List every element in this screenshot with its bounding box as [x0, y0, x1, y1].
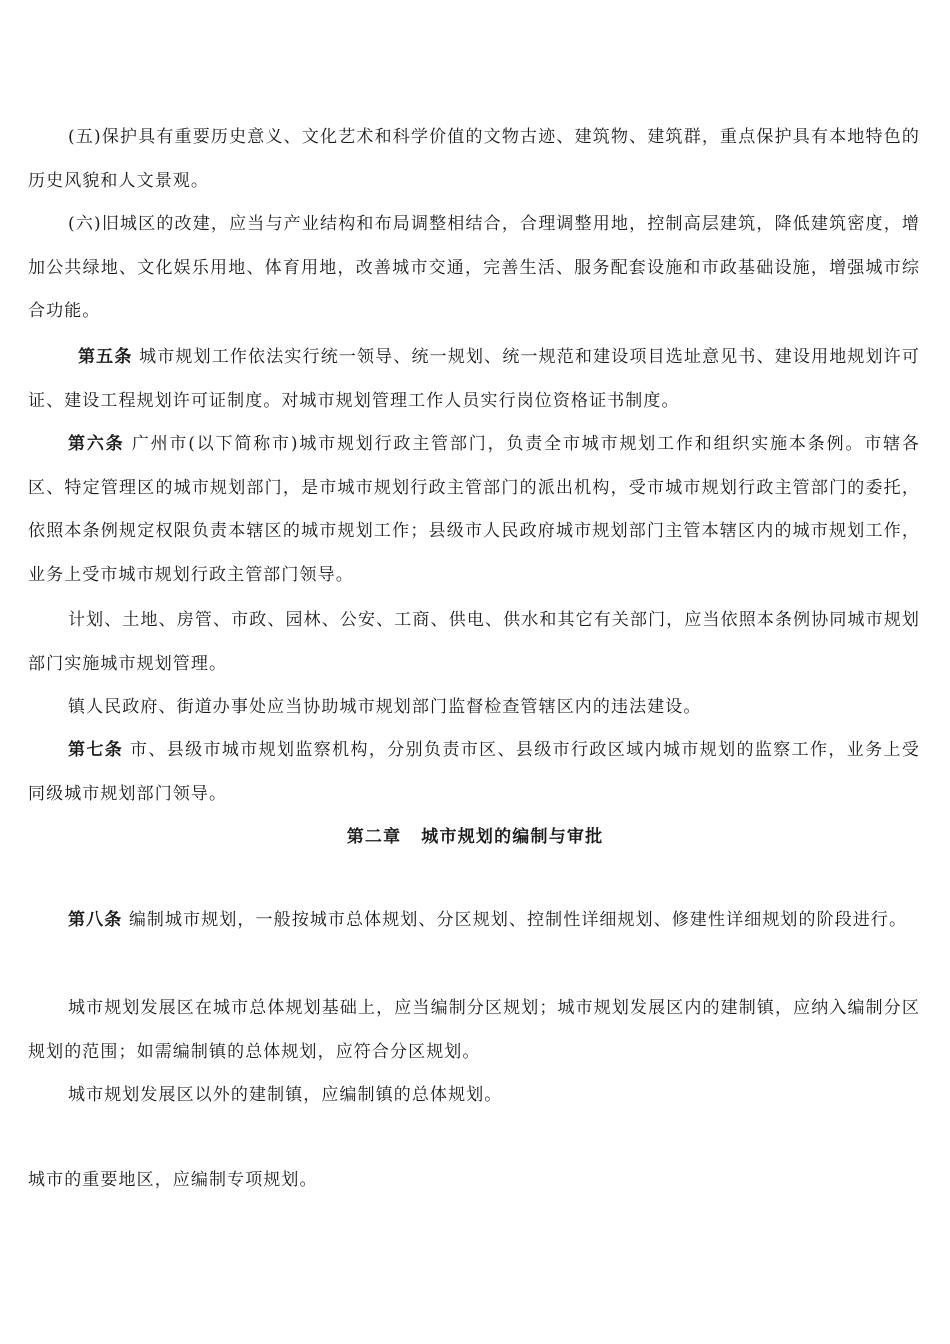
paragraph-text: 计划、土地、房管、市政、园林、公安、工商、供电、供水和其它有关部门，应当依照本条例协同城市规划部门实施城市规划管理。 [28, 610, 920, 674]
article-5 [28, 336, 920, 423]
paragraph-item-5 [28, 116, 920, 203]
article-text: 编制城市规划，一般按城市总体规划、分区规划、控制性详细规划、修建性详细规划的阶段进行。 [128, 910, 908, 930]
paragraph-town-government [28, 686, 920, 730]
chapter-title: 城市规划的编制与审批 [421, 827, 604, 847]
article-label: 第八条 [68, 910, 123, 930]
paragraph-text: (六)旧城区的改建，应当与产业结构和布局调整相结合，合理调整用地，控制高层建筑，降低建筑密度，增加公共绿地、文化娱乐用地、体育用地，改善城市交通，完善生活、服务配套设施和市政基础设施，增强城市综合功能。 [28, 214, 920, 321]
article-8 [28, 899, 920, 943]
article-label: 第七条 [68, 740, 124, 760]
article-7 [28, 729, 920, 816]
paragraph-development-area [28, 987, 920, 1074]
paragraph-text: 城市的重要地区，应编制专项规划。 [28, 1170, 318, 1190]
paragraph-text: 城市规划发展区以外的建制镇，应编制镇的总体规划。 [68, 1085, 503, 1105]
article-label: 第六条 [68, 434, 125, 454]
paragraph-text: 城市规划发展区在城市总体规划基础上，应当编制分区规划；城市规划发展区内的建制镇，应纳入编制分区规划的范围；如需编制镇的总体规划，应符合分区规划。 [28, 998, 920, 1062]
article-6 [28, 423, 920, 597]
article-text: 城市规划工作依法实行统一领导、统一规划、统一规范和建设项目选址意见书、建设用地规划许可证、建设工程规划许可证制度。对城市规划管理工作人员实行岗位资格证书制度。 [28, 347, 920, 411]
paragraph-text: 镇人民政府、街道办事处应当协助城市规划部门监督检查管辖区内的违法建设。 [68, 697, 702, 717]
paragraph-departments [28, 599, 920, 686]
article-text: 广州市(以下简称市)城市规划行政主管部门，负责全市城市规划工作和组织实施本条例。市辖各区、特定管理区的城市规划部门，是市城市规划行政主管部门的派出机构，受市城市规划行政主管部门的委托，依照本条例规定权限负责本辖区的城市规划工作；县级市人民政府城市规划部门主管本辖区内的城市规划工作，业务上受市城市规划行政主管部门领导。 [28, 434, 920, 585]
paragraph-important-areas [28, 1159, 920, 1203]
chapter-heading [0, 822, 950, 852]
article-text: 市、县级市城市规划监察机构，分别负责市区、县级市行政区域内城市规划的监察工作，业务上受同级城市规划部门领导。 [28, 740, 920, 804]
paragraph-item-6 [28, 203, 920, 334]
paragraph-text: (五)保护具有重要历史意义、文化艺术和科学价值的文物古迹、建筑物、建筑群，重点保护具有本地特色的历史风貌和人文景观。 [28, 127, 920, 191]
chapter-number: 第二章 [346, 827, 402, 847]
paragraph-outside-towns [28, 1074, 920, 1118]
article-label: 第五条 [78, 347, 133, 367]
